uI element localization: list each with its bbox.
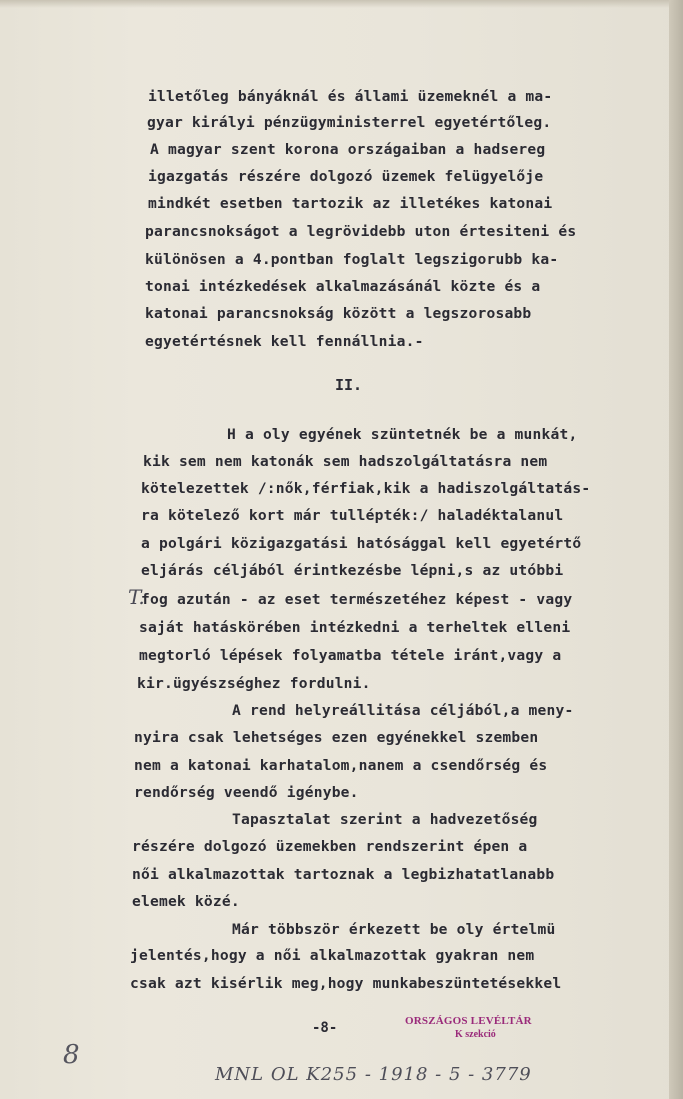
body-line: saját hatáskörében intézkedni a terheltek elleni [139, 619, 571, 636]
body-line: A magyar szent korona országaiban a hadsereg [150, 141, 546, 158]
stamp-line-1: ORSZÁGOS LEVÉLTÁR [405, 1015, 532, 1027]
body-line: női alkalmazottak tartoznak a legbizhatatlanabb [132, 866, 555, 883]
body-line: ra kötelező kort már tullépték:/ haladéktalanul [141, 507, 564, 524]
stamp-line-2: K szekció [454, 1029, 496, 1040]
archive-stamp [405, 1015, 532, 1040]
body-line: egyetértésnek kell fennállnia.- [145, 333, 424, 350]
page-right-edge [669, 0, 683, 1099]
body-line: H a oly egyének szüntetnék be a munkát, [227, 426, 578, 443]
body-line: nyira csak lehetséges ezen egyénekkel szemben [134, 729, 539, 746]
handwritten-page-number: 8 [63, 1040, 80, 1070]
body-line: gyar királyi pénzügyministerrel egyetértőleg. [147, 114, 552, 131]
body-line: megtorló lépések folyamatba tétele iránt,vagy a [139, 647, 562, 664]
body-line: kir.ügyészséghez fordulni. [137, 675, 371, 692]
body-line: Tapasztalat szerint a hadvezetőség [232, 811, 538, 828]
body-line: kötelezettek /:nők,férfiak,kik a hadiszolgáltatás- [141, 480, 591, 497]
page-number: -8- [312, 1020, 338, 1036]
body-line: eljárás céljából érintkezésbe lépni,s az utóbbi [141, 562, 564, 579]
body-line: kik sem nem katonák sem hadszolgáltatásra nem [143, 453, 548, 470]
body-line: fog azután - az eset természetéhez képest - vagy [141, 591, 573, 608]
body-line: részére dolgozó üzemekben rendszerint épen a [132, 838, 528, 855]
body-line: rendőrség veendő igénybe. [134, 784, 359, 801]
page-top-shadow [0, 0, 683, 8]
body-line: katonai parancsnokság között a legszorosabb [145, 305, 532, 322]
body-line: elemek közé. [132, 893, 240, 910]
body-line: jelentés,hogy a női alkalmazottak gyakran nem [130, 947, 535, 964]
margin-mark: T. [128, 585, 145, 609]
section-heading: II. [335, 376, 363, 394]
body-line: illetőleg bányáknál és állami üzemeknél a ma- [148, 88, 553, 105]
body-line: csak azt kisérlik meg,hogy munkabeszüntetésekkel [130, 975, 562, 992]
body-line: tonai intézkedések alkalmazásánál közte és a [145, 278, 541, 295]
body-line: a polgári közigazgatási hatósággal kell egyetértő [141, 535, 582, 552]
body-line: A rend helyreállitása céljából,a meny- [232, 702, 574, 719]
body-line: különösen a 4.pontban foglalt legszigorubb ka- [145, 251, 559, 268]
body-line: nem a katonai karhatalom,nanem a csendőrség és [134, 757, 548, 774]
body-line: igazgatás részére dolgozó üzemek felügyelője [148, 168, 544, 185]
handwritten-archive-reference: MNL OL K255 - 1918 - 5 - 3779 [215, 1064, 532, 1085]
body-line: mindkét esetben tartozik az illetékes katonai [148, 195, 553, 212]
body-line: parancsnokságot a legrövidebb uton értesiteni és [145, 223, 577, 240]
body-line: Már többször érkezett be oly értelmü [232, 921, 556, 938]
